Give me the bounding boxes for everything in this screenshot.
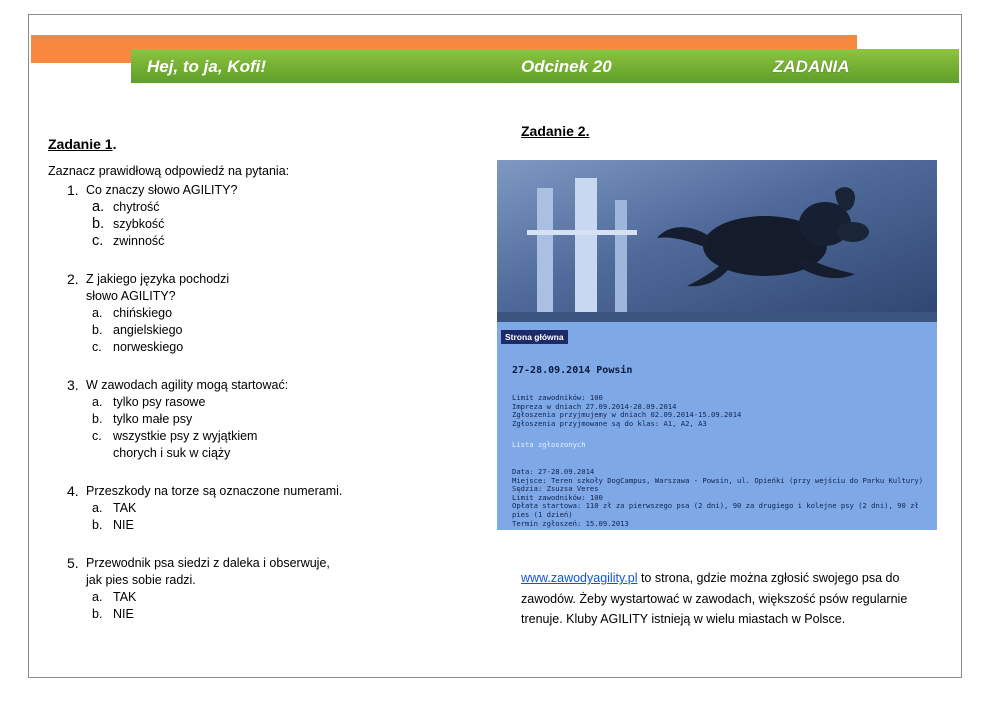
option[interactable]: c. norweskiego [92, 340, 184, 354]
option[interactable]: b. angielskiego [92, 323, 183, 337]
option[interactable]: c. zwinność [92, 233, 165, 249]
website-screenshot [497, 160, 937, 530]
task1-column [48, 136, 378, 623]
entries-list-link[interactable]: Lista zgłoszonych [512, 440, 586, 449]
option[interactable]: a. chińskiego [92, 306, 173, 320]
question-number: 3. [67, 377, 79, 393]
task2-heading: Zadanie 2. [521, 123, 590, 139]
header-title: Hej, to ja, Kofi! [147, 57, 266, 76]
task1-intro: Zaznacz prawidłową odpowiedź na pytania: [48, 164, 290, 178]
option[interactable]: b. NIE [92, 518, 134, 532]
question-text: Przeszkody na torze są oznaczone numerami. [86, 484, 343, 498]
event-details: Data: 27-28.09.2014 Miejsce: Teren szkoły DogCampus, Warszawa - Powsin, ul. Opieńki (przy wejściu do Parku Kultury) Sędzia: Zsuzsa Veres Limit zawodników: 100 Opłata startowa: 110 zł za pierwszego psa (2 dni), 90 za drugiego i kolejne psy (2 dni), 90 zł pies (1 dzień) Termin zgłoszeń: 15.09.2013 [512, 467, 924, 528]
option[interactable]: a. chytrość [92, 199, 160, 215]
question-3 [67, 377, 378, 462]
option[interactable]: a. TAK [92, 501, 137, 515]
question-number: 1. [67, 182, 79, 198]
question-number: 4. [67, 483, 79, 499]
home-nav-button[interactable]: Strona główna [501, 330, 568, 344]
option[interactable]: b. tylko małe psy [92, 412, 193, 426]
task1-heading: Zadanie 1. [48, 136, 117, 152]
question-5 [67, 555, 378, 623]
option[interactable]: a. tylko psy rasowe [92, 395, 206, 409]
option[interactable]: b. NIE [92, 607, 134, 621]
question-text: Z jakiego języka pochodzi słowo AGILITY? [86, 272, 230, 303]
question-number: 2. [67, 271, 79, 287]
question-2 [67, 271, 378, 356]
question-1 [67, 182, 378, 250]
agility-dog-photo [497, 160, 937, 322]
header-section: ZADANIA [773, 57, 850, 76]
option[interactable]: c. wszystkie psy z wyjątkiem chorych i suk w ciąży [92, 429, 258, 460]
question-number: 5. [67, 555, 79, 571]
event-info: Limit zawodników: 100 Impreza w dniach 27.09.2014-28.09.2014 Zgłoszenia przyjmujemy w dniach 02.09.2014-15.09.2014 Zgłoszenia przyjmowane są do klas: A1, A2, A3 [512, 393, 742, 428]
question-4 [67, 483, 378, 534]
option[interactable]: a. TAK [92, 590, 137, 604]
question-text: Przewodnik psa siedzi z daleka i obserwuje, jak pies sobie radzi. [86, 556, 330, 587]
dog-icon [647, 182, 877, 294]
option[interactable]: b. szybkość [92, 216, 165, 232]
header-episode: Odcinek 20 [521, 57, 612, 76]
event-title: 27-28.09.2014 Powsin [512, 365, 633, 376]
question-text: W zawodach agility mogą startować: [86, 378, 289, 392]
task2-description: www.zawodyagility.pl to strona, gdzie można zgłosić swojego psa do zawodów. Żeby wystartować w zawodach, większość psów regularnie trenuje. Kluby AGILITY istnieją w wielu miastach w Polsce. [521, 571, 908, 626]
question-text: Co znaczy słowo AGILITY? [86, 183, 238, 197]
website-link[interactable]: www.zawodyagility.pl [521, 571, 638, 585]
